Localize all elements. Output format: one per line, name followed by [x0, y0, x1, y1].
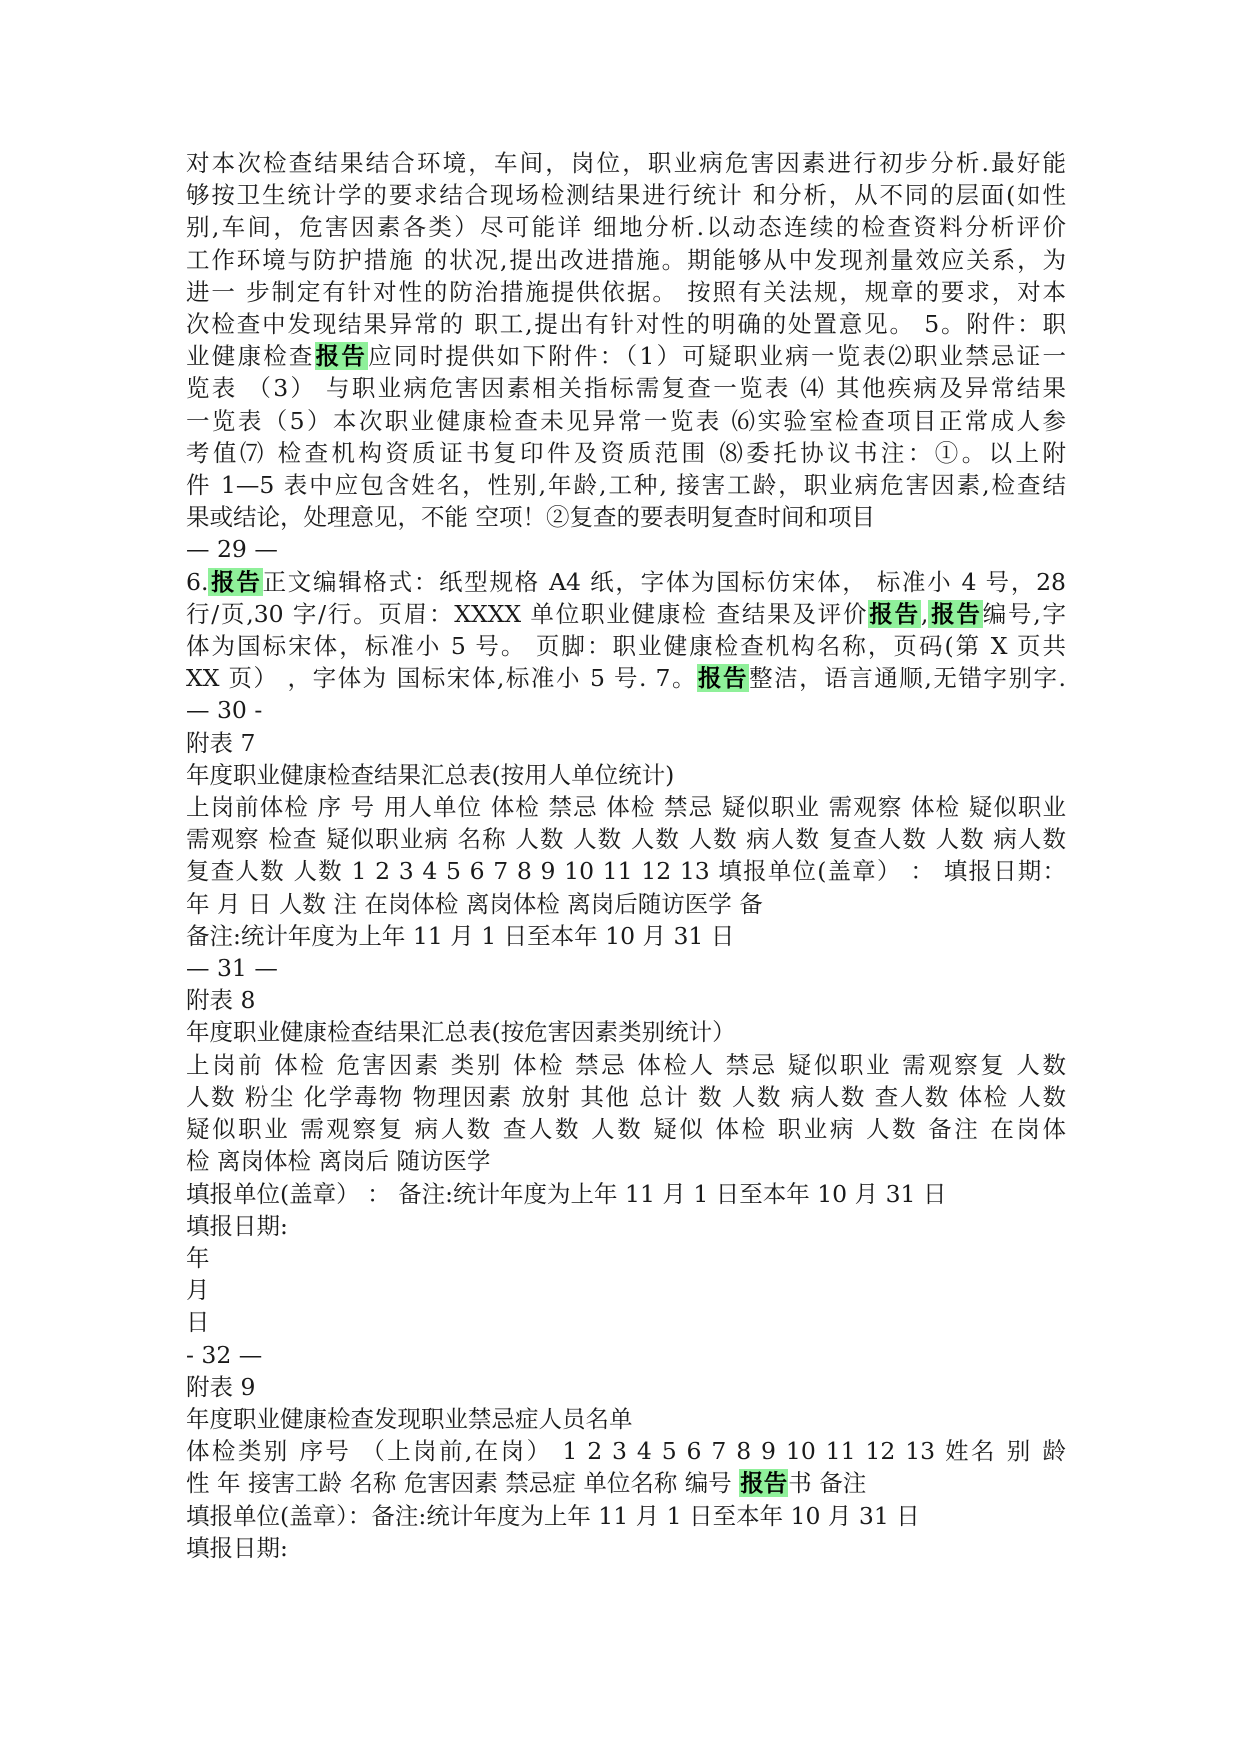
- text-line-l11: [186, 469, 1066, 501]
- text-run: 上岗前体检 序 号 用人单位 体检 禁忌 体检 禁忌 疑似职业 需观察 体检 疑似职业: [186, 793, 1066, 822]
- text-run: XX 页） ，字体为 国标宋体,标准小 5 号. 7。: [186, 664, 697, 693]
- text-line-l04: [186, 244, 1066, 276]
- text-run: 次检查中发现结果异常的 职工,提出有针对性的明确的处置意见。 5。附件：职: [186, 310, 1066, 339]
- text-run: 填报单位(盖章） ： 备注:统计年度为上年 11 月 1 日至本年 10 月 31 日: [186, 1179, 947, 1208]
- text-run: 体为国标宋体，标准小 5 号。 页脚：职业健康检查机构名称，页码(第 X 页共: [186, 632, 1066, 661]
- text-line-l07: [186, 340, 1066, 372]
- text-line-l33: [186, 1178, 1066, 1210]
- text-line-l21: [186, 791, 1066, 823]
- text-line-l19: [186, 727, 1066, 759]
- text-run: 进一 步制定有针对性的防治措施提供依据。 按照有关法规，规章的要求，对本: [186, 277, 1066, 306]
- text-line-l18: [186, 694, 1066, 726]
- text-line-l01: [186, 147, 1066, 179]
- text-run: 6.: [186, 567, 209, 596]
- text-run: 一览表（5）本次职业健康检查未见异常一览表 ⑹实验室检查项目正常成人参: [186, 406, 1066, 435]
- text-line-l43: [186, 1500, 1066, 1532]
- text-line-l03: [186, 211, 1066, 243]
- text-line-l29: [186, 1049, 1066, 1081]
- text-line-l17: [186, 662, 1066, 694]
- text-line-l05: [186, 276, 1066, 308]
- text-run: 月: [186, 1276, 210, 1305]
- text-run: 别,车间，危害因素各类）尽可能详 细地分析.以动态连续的检查资料分析评价: [186, 213, 1066, 242]
- text-line-l08: [186, 372, 1066, 404]
- text-run: 考值⑺ 检查机构资质证书复印件及资质范围 ⑻委托协议书注：①。以上附: [186, 438, 1066, 467]
- text-run: 年 月 日 人数 注 在岗体检 离岗体检 离岗后随访医学 备: [186, 889, 763, 918]
- text-line-l27: [186, 984, 1066, 1016]
- text-line-l42: [186, 1467, 1066, 1499]
- text-run: 够按卫生统计学的要求结合现场检测结果进行统计 和分析，从不同的层面(如性: [186, 181, 1066, 210]
- text-run: ,: [920, 599, 929, 628]
- text-line-l20: [186, 759, 1066, 791]
- text-run: 备注:统计年度为上年 11 月 1 日至本年 10 月 31 日: [186, 921, 735, 950]
- text-run: 上岗前 体检 危害因素 类别 体检 禁忌 体检人 禁忌 疑似职业 需观察复 人数: [186, 1050, 1066, 1079]
- search-highlight: 报告: [929, 599, 982, 628]
- search-highlight: 报告: [740, 1469, 788, 1498]
- text-line-l40: [186, 1403, 1066, 1435]
- text-line-l06: [186, 308, 1066, 340]
- document-body: [186, 147, 1066, 1564]
- text-line-l30: [186, 1081, 1066, 1113]
- text-run: 年: [186, 1243, 210, 1272]
- text-run: - 32 —: [186, 1340, 263, 1369]
- text-run: 填报日期:: [186, 1211, 288, 1240]
- text-line-l02: [186, 179, 1066, 211]
- text-run: 填报日期:: [186, 1533, 288, 1562]
- text-run: 年度职业健康检查结果汇总表(按用人单位统计): [186, 760, 675, 789]
- text-line-l39: [186, 1371, 1066, 1403]
- text-line-l31: [186, 1113, 1066, 1145]
- text-line-l24: [186, 888, 1066, 920]
- text-line-l35: [186, 1242, 1066, 1274]
- text-run: — 29 —: [186, 535, 278, 564]
- text-line-l12: [186, 501, 1066, 533]
- text-run: 日: [186, 1308, 210, 1337]
- text-line-l16: [186, 630, 1066, 662]
- text-line-l44: [186, 1532, 1066, 1564]
- text-run: 检 离岗体检 离岗后 随访医学: [186, 1147, 491, 1176]
- text-line-l36: [186, 1274, 1066, 1306]
- text-run: 业健康检查: [186, 342, 315, 371]
- text-run: 体检类别 序号 （上岗前,在岗） 1 2 3 4 5 6 7 8 9 10 11 12 13 姓名 别 龄: [186, 1437, 1066, 1466]
- text-line-l28: [186, 1016, 1066, 1048]
- text-line-l41: [186, 1435, 1066, 1467]
- text-run: 填报单位(盖章）：备注:统计年度为上年 11 月 1 日至本年 10 月 31 日: [186, 1501, 920, 1530]
- text-run: 性 年 接害工龄 名称 危害因素 禁忌症 单位名称 编号: [186, 1469, 740, 1498]
- text-line-l15: [186, 598, 1066, 630]
- text-run: 年度职业健康检查发现职业禁忌症人员名单: [186, 1404, 633, 1433]
- text-line-l09: [186, 405, 1066, 437]
- text-line-l13: [186, 533, 1066, 565]
- text-run: 附表 9: [186, 1372, 256, 1401]
- search-highlight: 报告: [315, 342, 368, 371]
- text-line-l32: [186, 1145, 1066, 1177]
- text-run: 书 备注: [788, 1469, 867, 1498]
- text-run: 疑似职业 需观察复 病人数 查人数 人数 疑似 体检 职业病 人数 备注 在岗体: [186, 1115, 1066, 1144]
- text-run: 需观察 检查 疑似职业病 名称 人数 人数 人数 人数 病人数 复查人数 人数 病人数: [186, 825, 1066, 854]
- text-run: 整洁，语言通顺,无错字别字.: [749, 664, 1066, 693]
- text-run: 件 1—5 表中应包含姓名，性别,年龄,工种, 接害工龄，职业病危害因素,检查结: [186, 471, 1066, 500]
- text-run: 编号,字: [982, 599, 1066, 628]
- text-line-l23: [186, 855, 1066, 887]
- text-run: 附表 7: [186, 728, 256, 757]
- search-highlight: 报告: [869, 599, 920, 628]
- text-run: 复查人数 人数 1 2 3 4 5 6 7 8 9 10 11 12 13 填报单位(盖章） ： 填报日期：: [186, 857, 1066, 886]
- search-highlight: 报告: [697, 664, 749, 693]
- text-line-l26: [186, 952, 1066, 984]
- text-run: 人数 粉尘 化学毒物 物理因素 放射 其他 总计 数 人数 病人数 查人数 体检 人数: [186, 1082, 1066, 1111]
- text-run: — 30 -: [186, 696, 263, 725]
- text-line-l25: [186, 920, 1066, 952]
- text-run: — 31 —: [186, 954, 278, 983]
- text-run: 对本次检查结果结合环境，车间，岗位，职业病危害因素进行初步分析.最好能: [186, 149, 1066, 177]
- text-run: 工作环境与防护措施 的状况,提出改进措施。期能够从中发现剂量效应关系，为: [186, 245, 1066, 274]
- text-run: 附表 8: [186, 986, 256, 1015]
- text-run: 年度职业健康检查结果汇总表(按危害因素类别统计）: [186, 1018, 736, 1047]
- text-line-l14: [186, 566, 1066, 598]
- text-run: 应同时提供如下附件：（1）可疑职业病一览表⑵职业禁忌证一: [368, 342, 1067, 371]
- text-line-l37: [186, 1306, 1066, 1338]
- text-line-l10: [186, 437, 1066, 469]
- text-line-l34: [186, 1210, 1066, 1242]
- search-highlight: 报告: [209, 567, 262, 596]
- text-run: 览表 （3） 与职业病危害因素相关指标需复查一览表 ⑷ 其他疾病及异常结果: [186, 374, 1066, 403]
- text-line-l38: [186, 1339, 1066, 1371]
- text-run: 果或结论，处理意见，不能 空项！②复查的要表明复查时间和项目: [186, 503, 875, 532]
- text-line-l22: [186, 823, 1066, 855]
- text-run: 正文编辑格式：纸型规格 A4 纸，字体为国标仿宋体， 标准小 4 号，28: [262, 567, 1066, 596]
- text-run: 行/页,30 字/行。页眉：XXXX 单位职业健康检 查结果及评价: [186, 599, 869, 628]
